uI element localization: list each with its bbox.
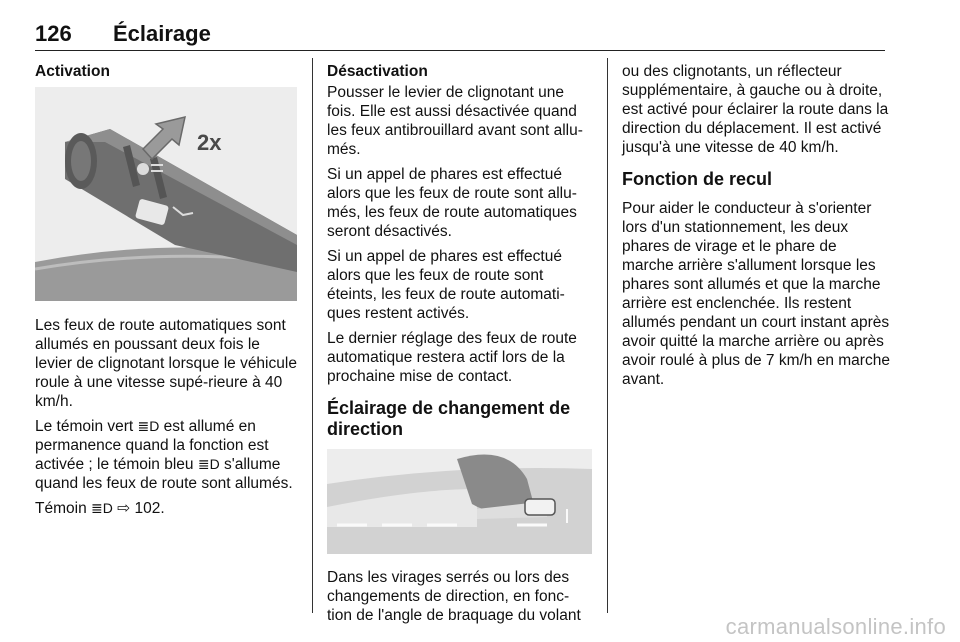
cornering-light-figure (327, 449, 592, 554)
column-1 (35, 62, 297, 524)
page-reference-arrow-icon: ⇨ (117, 500, 131, 517)
page-title: Éclairage (113, 21, 211, 46)
paragraph: ou des clignotants, un réflecteur supplémentaire, à gauche ou à droite, est activé pour éclairer la route dans la direction du déplacement. Il est activé jusqu'à une vitesse de 40 km/h. (622, 63, 889, 156)
high-beam-icon: ≣D (197, 456, 220, 472)
column-3 (622, 62, 890, 395)
section-heading: Éclairage de changement de direction (327, 398, 571, 439)
paragraph: Les feux de route automatiques sont allumés en poussant deux fois le levier de clignotant lorsque le véhicule roule à une vitesse supé-rieure à 40 km/h. (35, 317, 297, 410)
high-beam-icon: ≣D (137, 418, 160, 434)
paragraph: Si un appel de phares est effectué alors que les feux de route sont allu-més, les feux de route automatiques seront désactivés. (327, 166, 577, 240)
subheading-deactivation: Désactivation (327, 63, 428, 80)
paragraph: Le témoin vert ≣D est allumé en permanence quand la fonction est activée ; le témoin bleu ≣D s'allume quand les feux de route sont allumés. (35, 418, 293, 492)
paragraph: Pousser le levier de clignotant une fois. Elle est aussi désactivée quand les feux antibrouillard avant sont allu-més. (327, 84, 583, 158)
high-beam-icon: ≣D (91, 500, 113, 516)
column-divider (607, 58, 608, 613)
paragraph: Le dernier réglage des feux de route automatique restera actif lors de la prochaine mise de contact. (327, 330, 577, 385)
watermark: carmanualsonline.info (725, 614, 946, 639)
turn-signal-stalk-icon (35, 87, 297, 301)
paragraph: Témoin ≣D ⇨ 102. (35, 500, 165, 517)
page-number: 126 (35, 21, 72, 46)
column-2 (327, 62, 592, 631)
section-heading: Fonction de recul (622, 169, 773, 189)
page-header (35, 22, 885, 51)
svg-text:2x: 2x (197, 130, 222, 155)
paragraph: Dans les virages serrés ou lors des changements de direction, en fonc-tion de l'angle de braquage du volant (327, 569, 581, 624)
paragraph: Si un appel de phares est effectué alors que les feux de route sont éteints, les feux de route automati-ques restent activés. (327, 248, 565, 322)
column-divider (312, 58, 313, 613)
turn-signal-stalk-figure (35, 87, 297, 301)
cornering-light-road-icon (327, 449, 592, 554)
subheading-activation: Activation (35, 63, 110, 80)
paragraph: Pour aider le conducteur à s'orienter lors d'un stationnement, les deux phares de virage et le phare de marche arrière s'allument lorsque les phares sont allumés et que la marche arrière est enclenchée. Ils restent allumés pendant un court instant après avoir quitté la marche arrière ou après avoir roulé à plus de 7 km/h en marche avant. (622, 200, 890, 388)
